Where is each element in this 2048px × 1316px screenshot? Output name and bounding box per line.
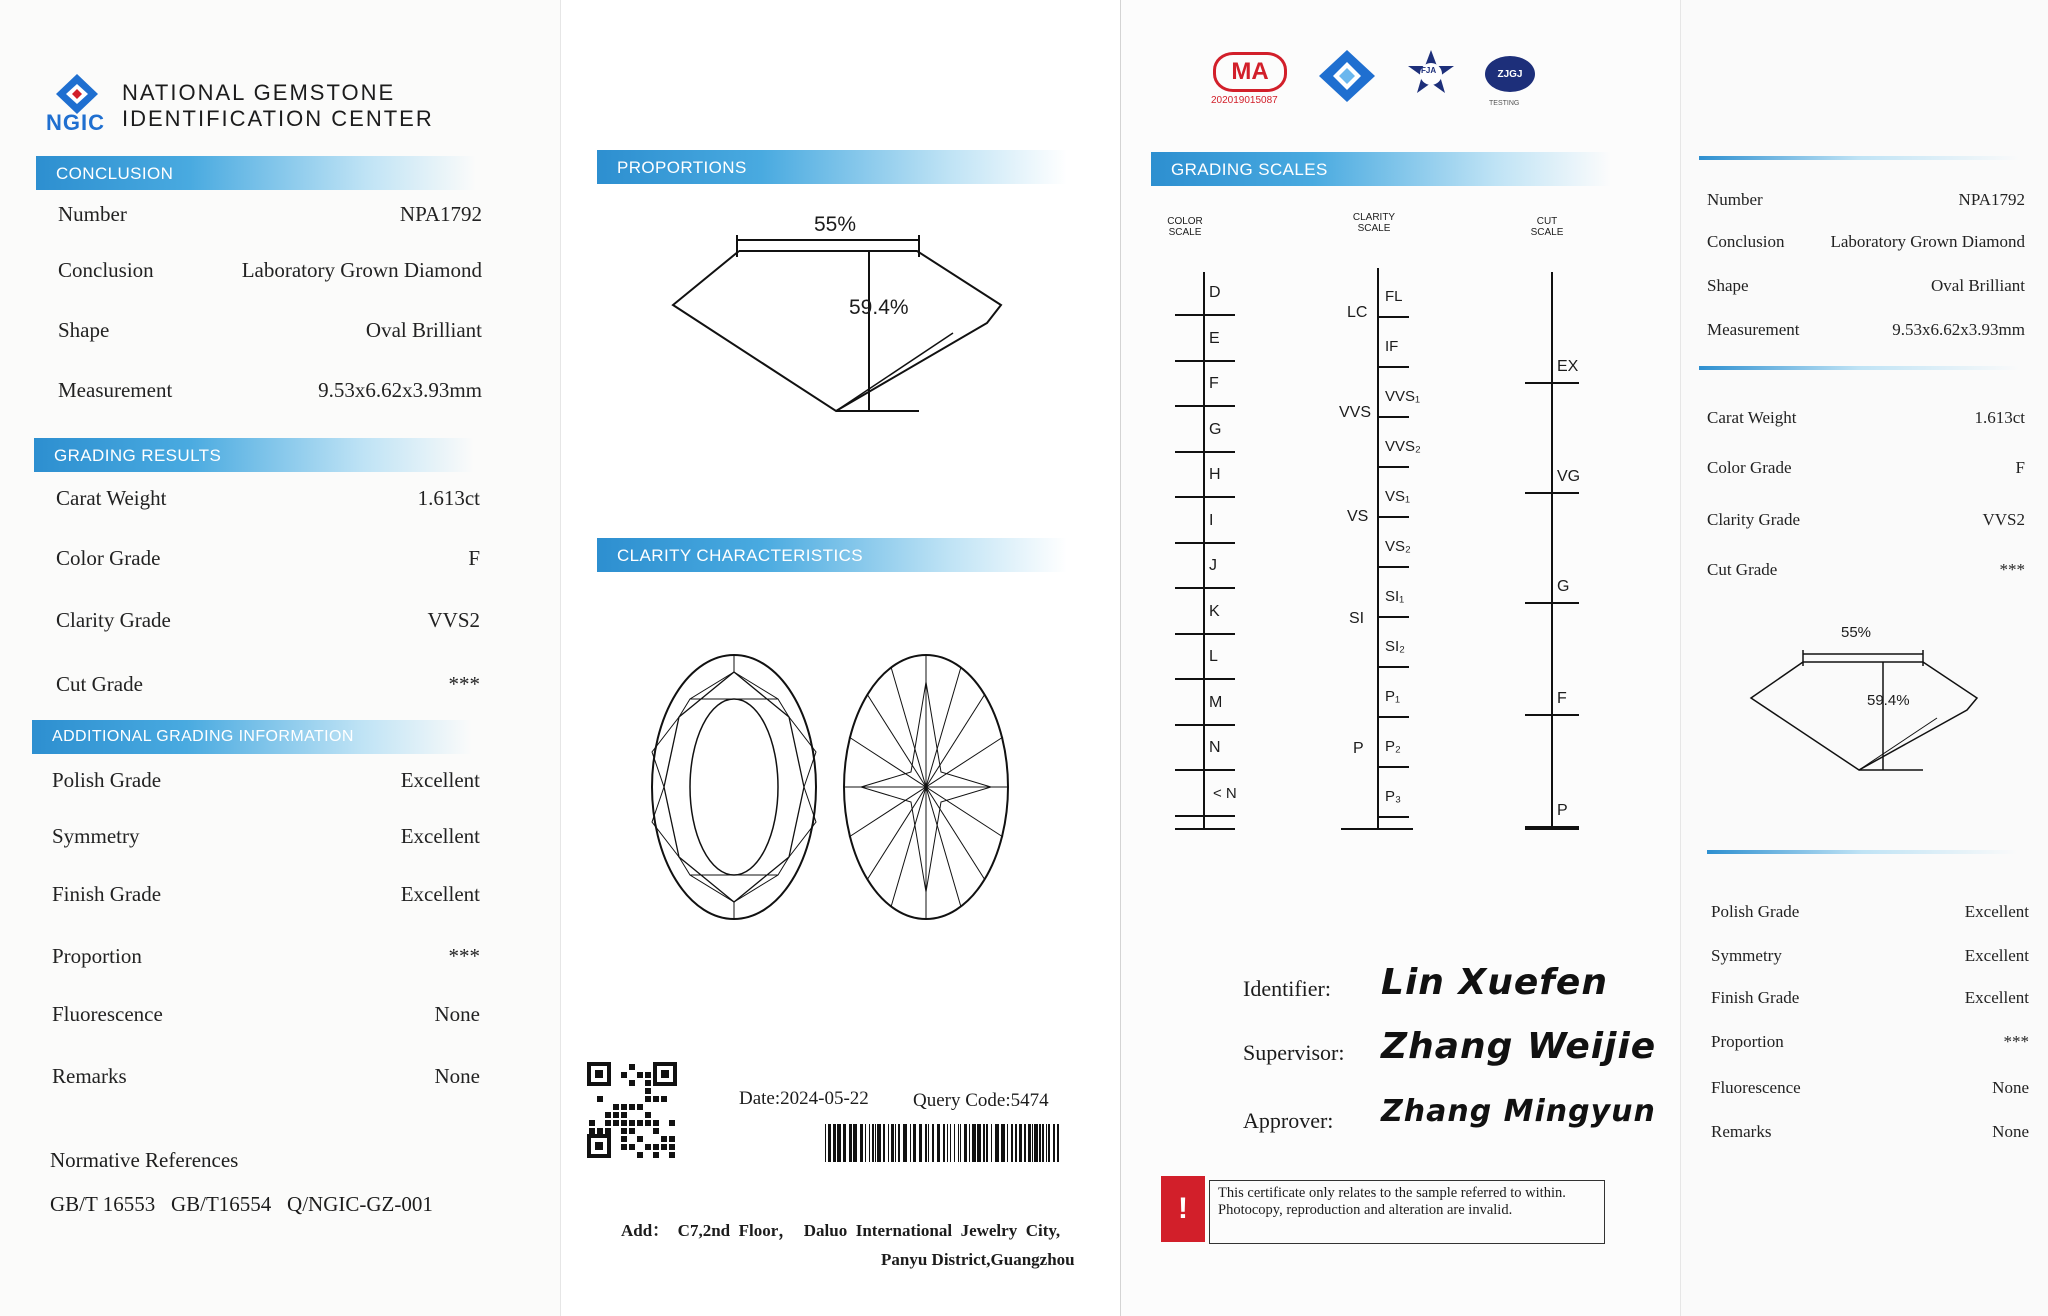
info-row-value: 1.613ct	[417, 486, 480, 510]
summary-depth-percent: 59.4%	[1867, 692, 1910, 709]
clarity-scale-label: SI₂	[1385, 638, 1405, 655]
info-row	[52, 882, 480, 907]
info-row-label: Polish Grade	[1711, 902, 1800, 921]
issue-date: Date:2024-05-22	[739, 1088, 869, 1109]
info-row-label: Color Grade	[56, 546, 161, 570]
clarity-scale-tick	[1377, 716, 1409, 718]
cut-scale-axis	[1551, 272, 1553, 830]
color-scale-tick	[1175, 314, 1235, 316]
summary-table-percent: 55%	[1841, 624, 1872, 641]
org-name-line2: IDENTIFICATION CENTER	[122, 106, 434, 131]
info-row-label: Color Grade	[1707, 458, 1792, 477]
info-row-value: NPA1792	[1958, 190, 2025, 209]
info-row-value: Excellent	[400, 882, 480, 906]
color-scale-tick	[1175, 451, 1235, 453]
signature-role: Supervisor:	[1243, 1040, 1345, 1065]
zjgj-logo-icon	[1485, 56, 1535, 92]
info-row	[1711, 946, 2029, 966]
table-percent: 55%	[814, 213, 857, 236]
info-row-value: ***	[448, 944, 480, 968]
info-row-label: Clarity Grade	[1707, 510, 1800, 529]
color-scale-tick	[1175, 496, 1235, 498]
cut-scale-label: EX	[1557, 358, 1579, 375]
color-scale-header-line1: COLOR	[1167, 216, 1203, 227]
section-header-grading-results: GRADING RESULTS	[34, 438, 474, 472]
color-scale-tick	[1175, 815, 1235, 817]
info-row-label: Remarks	[52, 1064, 127, 1088]
cut-scale-tick	[1525, 492, 1579, 494]
color-scale-header	[1155, 216, 1215, 238]
clarity-scale-label: P₂	[1385, 738, 1401, 755]
color-scale-label: G	[1209, 420, 1222, 438]
info-row-value: Laboratory Grown Diamond	[1830, 232, 2025, 251]
info-row-value: NPA1792	[399, 202, 482, 226]
color-scale-tick	[1175, 360, 1235, 362]
clarity-scale-tick	[1341, 828, 1413, 830]
clarity-scale-tick	[1377, 616, 1409, 618]
color-scale-label: L	[1209, 648, 1218, 665]
clarity-group-label: P	[1353, 740, 1364, 757]
divider	[1707, 850, 2017, 854]
testing-label: TESTING	[1489, 100, 1520, 107]
info-row-label: Fluorescence	[52, 1002, 163, 1026]
info-row	[58, 378, 482, 403]
query-code: Query Code:5474	[913, 1090, 1049, 1111]
section-header-conclusion: CONCLUSION	[36, 156, 476, 190]
clarity-scale-tick	[1377, 316, 1409, 318]
cma-logo-icon	[1213, 52, 1287, 92]
color-scale-tick	[1175, 828, 1235, 830]
clarity-scale-header-line1: CLARITY	[1352, 212, 1396, 223]
section-header-grading-scales: GRADING SCALES	[1151, 152, 1611, 186]
info-row	[52, 1002, 480, 1027]
info-row-value: Oval Brilliant	[1931, 276, 2025, 295]
info-row	[56, 546, 480, 571]
cut-scale-header	[1517, 216, 1577, 238]
info-row	[58, 318, 482, 343]
cut-scale-tick	[1525, 828, 1579, 830]
zjgj-logo-text: ZJGJ	[1497, 68, 1523, 80]
clarity-scale-label: VVS₁	[1385, 388, 1421, 405]
info-row	[1711, 1032, 2029, 1052]
info-row	[1711, 1122, 2029, 1142]
color-scale-tick	[1175, 724, 1235, 726]
info-row	[1707, 510, 2025, 530]
info-row	[56, 486, 480, 511]
fja-logo-text: FJA	[1421, 66, 1437, 75]
info-row-value: VVS2	[427, 608, 480, 632]
clarity-scale-label: IF	[1385, 338, 1399, 355]
info-row	[58, 202, 482, 227]
signature-role: Identifier:	[1243, 976, 1331, 1001]
info-row-value: 9.53x6.62x3.93mm	[1892, 320, 2025, 339]
info-row-label: Proportion	[52, 944, 142, 968]
info-row	[56, 608, 480, 633]
info-row-label: Fluorescence	[1711, 1078, 1801, 1097]
clarity-scale-axis	[1377, 268, 1379, 830]
color-scale-label: E	[1209, 329, 1220, 347]
clarity-scale-label: P₁	[1385, 688, 1401, 705]
info-row	[56, 672, 480, 697]
info-row-label: Remarks	[1711, 1122, 1772, 1141]
info-row	[58, 258, 482, 283]
signature-role: Approver:	[1243, 1108, 1334, 1133]
info-row-value: 1.613ct	[1974, 408, 2025, 427]
info-row-label: Cut Grade	[1707, 560, 1778, 579]
section-header-clarity-characteristics: CLARITY CHARACTERISTICS	[597, 538, 1067, 572]
color-scale-tick	[1175, 769, 1235, 771]
validity-notice: This certificate only relates to the sample referred to within. Photocopy, reproduction and alteration are invalid.	[1209, 1180, 1605, 1244]
clarity-scale-header	[1344, 212, 1404, 234]
section-header-proportions: PROPORTIONS	[597, 150, 1067, 184]
clarity-scale-header-line2: SCALE	[1357, 223, 1391, 234]
clarity-scale-tick	[1377, 516, 1409, 518]
color-scale-label: N	[1209, 739, 1221, 756]
info-row	[1707, 232, 2025, 252]
address-line1: Add： C7,2nd Floor， Daluo International Jewelry City,	[621, 1221, 1061, 1240]
info-row-label: Finish Grade	[52, 882, 162, 906]
info-row-label: Shape	[58, 318, 110, 342]
info-row-label: Symmetry	[52, 824, 140, 848]
org-name-line1: NATIONAL GEMSTONE	[122, 80, 396, 105]
color-scale-label: K	[1209, 602, 1220, 620]
pavilion-view-plot	[841, 652, 1011, 922]
info-row	[1707, 560, 2025, 580]
certificate-diagram-panel	[560, 0, 1120, 1316]
color-scale-label: < N	[1213, 784, 1237, 802]
cut-scale-label: F	[1557, 690, 1567, 707]
info-row-label: Finish Grade	[1711, 988, 1800, 1007]
info-row-label: Proportion	[1711, 1032, 1784, 1051]
info-row-value: None	[1992, 1122, 2029, 1141]
warning-icon: !	[1161, 1176, 1205, 1242]
clarity-scale-label: FL	[1385, 288, 1403, 305]
cut-scale-header-line2: SCALE	[1530, 227, 1564, 238]
color-scale-header-line2: SCALE	[1168, 227, 1202, 238]
clarity-scale-tick	[1377, 666, 1409, 668]
info-row-value: Oval Brilliant	[365, 318, 482, 342]
depth-percent: 59.4%	[849, 296, 909, 319]
color-scale-label: J	[1209, 557, 1217, 574]
clarity-group-label: VS	[1347, 508, 1369, 525]
clarity-scale-label: P₃	[1385, 788, 1402, 805]
info-row-label: Number	[1707, 190, 1763, 209]
color-scale-axis	[1203, 272, 1205, 830]
cma-logo-text: MA	[1231, 58, 1269, 85]
info-row-label: Conclusion	[58, 258, 154, 282]
color-scale-label: D	[1209, 284, 1221, 301]
info-row-label: Measurement	[1707, 320, 1800, 339]
info-row	[52, 1064, 480, 1089]
info-row-label: Measurement	[58, 378, 173, 402]
clarity-scale-tick	[1377, 466, 1409, 468]
info-row-value: ***	[448, 672, 480, 696]
clarity-scale-label: VVS₂	[1385, 438, 1421, 455]
info-row-value: Excellent	[1964, 988, 2029, 1007]
normative-title: Normative References	[50, 1148, 239, 1172]
info-row	[1711, 988, 2029, 1008]
certificate-left-panel	[0, 0, 560, 1316]
info-row-value: ***	[1999, 560, 2025, 579]
normative-refs: GB/T 16553 GB/T16554 Q/NGIC-GZ-001	[50, 1192, 433, 1216]
info-row-label: Shape	[1707, 276, 1749, 295]
color-scale-tick	[1175, 542, 1235, 544]
info-row	[1707, 458, 2025, 478]
cma-number: 202019015087	[1211, 95, 1278, 106]
info-row-value: 9.53x6.62x3.93mm	[318, 378, 482, 402]
clarity-scale-label: VS₂	[1385, 538, 1411, 555]
info-row	[1707, 190, 2025, 210]
info-row-label: Clarity Grade	[56, 608, 171, 632]
info-row-value: Excellent	[400, 824, 480, 848]
info-row-value: Excellent	[400, 768, 480, 792]
divider	[1699, 156, 2019, 160]
clarity-scale-tick	[1377, 816, 1409, 818]
info-row-value: Excellent	[1964, 902, 2029, 921]
info-row-label: Cut Grade	[56, 672, 143, 696]
info-row	[52, 768, 480, 793]
cut-scale-label: P	[1557, 802, 1568, 819]
cut-scale-header-line1: CUT	[1536, 216, 1558, 227]
signature-name: Zhang Mingyun	[1381, 1094, 1656, 1129]
info-row-label: Number	[58, 202, 127, 226]
clarity-scale-tick	[1377, 566, 1409, 568]
signature-name: Lin Xuefen	[1381, 962, 1608, 1003]
clarity-group-label: LC	[1347, 304, 1368, 321]
color-scale-tick	[1175, 633, 1235, 635]
cut-scale-label: G	[1557, 578, 1570, 595]
color-scale-label: M	[1209, 693, 1223, 711]
clarity-group-label: SI	[1349, 610, 1365, 627]
org-abbr: NGIC	[46, 110, 105, 135]
info-row-value: Excellent	[1964, 946, 2029, 965]
clarity-scale-tick	[1377, 416, 1409, 418]
clarity-group-label: VVS	[1339, 404, 1372, 421]
info-row-value: VVS2	[1982, 510, 2025, 529]
info-row-label: Carat Weight	[56, 486, 167, 510]
address-line2: Panyu District,Guangzhou	[881, 1250, 1075, 1269]
section-header-additional: ADDITIONAL GRADING INFORMATION	[32, 720, 472, 754]
info-row	[1707, 320, 2025, 340]
info-row-label: Carat Weight	[1707, 408, 1797, 427]
ngic-diamond-logo-icon	[1317, 48, 1377, 104]
color-scale-tick	[1175, 678, 1235, 680]
info-row	[52, 944, 480, 969]
grading-scales-panel	[1120, 0, 1680, 1316]
summary-panel	[1680, 0, 2048, 1316]
clarity-scale-tick	[1377, 766, 1409, 768]
info-row-value: ***	[2003, 1032, 2029, 1051]
color-scale-label: I	[1209, 511, 1214, 529]
cut-scale-tick	[1525, 382, 1579, 384]
color-scale-label: F	[1209, 375, 1219, 392]
info-row-value: None	[434, 1002, 480, 1026]
cut-scale-tick	[1525, 714, 1579, 716]
barcode	[823, 1124, 1063, 1164]
color-scale-label: H	[1209, 466, 1221, 483]
info-row	[1707, 276, 2025, 296]
info-row-value: F	[2015, 458, 2025, 477]
color-scale-tick	[1175, 405, 1235, 407]
info-row-label: Symmetry	[1711, 946, 1782, 965]
info-row	[52, 824, 480, 849]
color-scale-tick	[1175, 587, 1235, 589]
info-row-value: None	[434, 1064, 480, 1088]
info-row-value: None	[1992, 1078, 2029, 1097]
cut-scale-label: VG	[1557, 468, 1581, 485]
clarity-scale-label: SI₁	[1385, 588, 1405, 605]
info-row-value: Laboratory Grown Diamond	[241, 258, 482, 282]
summary-proportions-diagram	[1747, 632, 1983, 776]
proportions-diagram	[661, 205, 1021, 425]
signature-name: Zhang Weijie	[1381, 1026, 1657, 1067]
info-row-value: F	[468, 546, 480, 570]
info-row	[1707, 408, 2025, 428]
clarity-scale-tick	[1377, 366, 1409, 368]
info-row	[1711, 902, 2029, 922]
info-row	[1711, 1078, 2029, 1098]
clarity-scale-label: VS₁	[1385, 488, 1411, 505]
qr-code	[585, 1060, 679, 1160]
cut-scale-tick	[1525, 602, 1579, 604]
info-row-label: Polish Grade	[52, 768, 162, 792]
divider	[1699, 366, 2019, 370]
info-row-label: Conclusion	[1707, 232, 1785, 251]
crown-view-plot	[649, 652, 819, 922]
